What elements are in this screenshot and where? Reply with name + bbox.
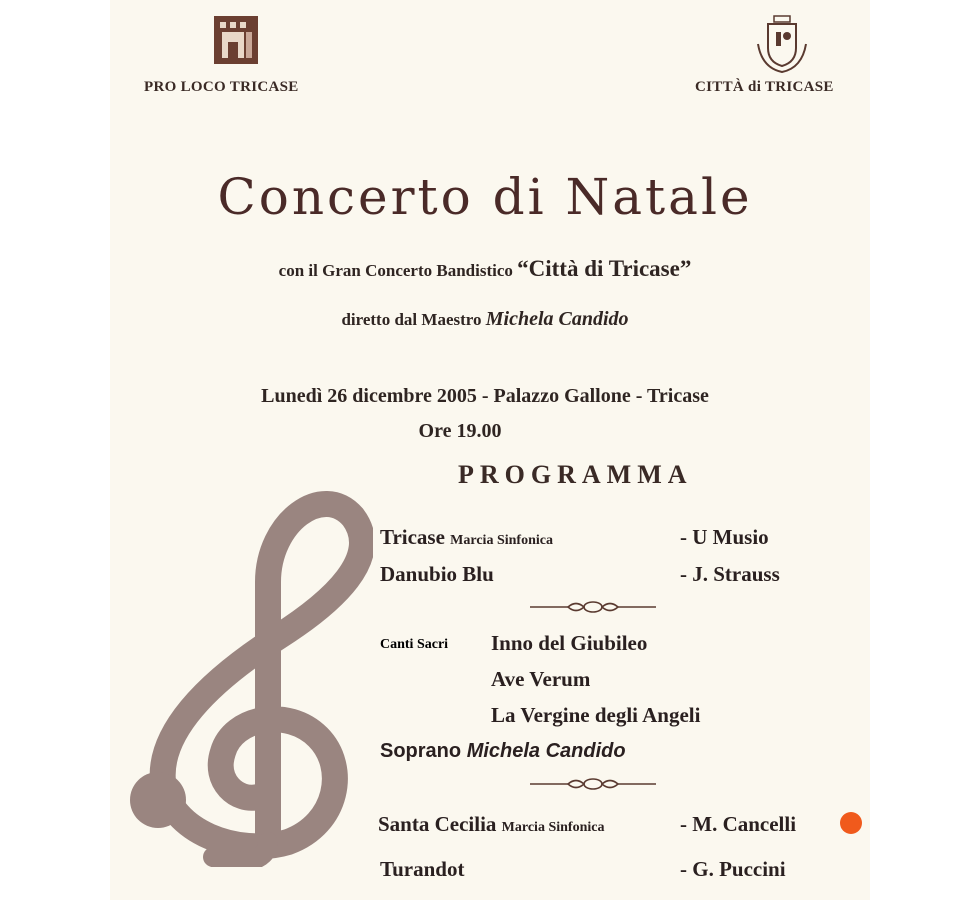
ornament-divider-icon <box>528 776 658 792</box>
piece-composer: - U Musio <box>680 525 769 549</box>
piece-composer: - J. Strauss <box>680 562 780 586</box>
director-line <box>0 308 970 331</box>
ornament-divider-icon <box>528 599 658 615</box>
soprano-label: Soprano <box>380 740 462 762</box>
castle-logo-icon <box>214 16 258 64</box>
date-line: Lunedì 26 dicembre 2005 - Palazzo Gallone - Tricase <box>261 385 709 407</box>
piece-title: Tricase <box>380 525 445 549</box>
soprano-line <box>380 740 626 763</box>
sacred-piece: Inno del Giubileo <box>491 631 648 655</box>
soprano-name: Michela Candido <box>466 740 626 762</box>
pro-loco-label: PRO LOCO TRICASE <box>144 79 299 95</box>
piece-note: Marcia Sinfonica <box>501 820 605 835</box>
program-item <box>378 812 604 837</box>
piece-composer: - G. Puccini <box>680 857 786 881</box>
city-crest-icon <box>754 14 810 76</box>
sacred-piece: La Vergine degli Angeli <box>491 703 701 727</box>
treble-clef-icon <box>118 462 373 867</box>
piece-title: Danubio Blu <box>380 562 494 586</box>
citta-label: CITTÀ di TRICASE <box>695 79 834 95</box>
band-prefix: con il Gran Concerto Bandistico <box>278 261 513 280</box>
band-name: “Città di Tricase” <box>517 256 692 281</box>
band-line <box>0 256 970 282</box>
piece-composer: - M. Cancelli <box>680 812 797 836</box>
director-name: Michela Candido <box>485 308 629 330</box>
piece-title: Santa Cecilia <box>378 812 497 836</box>
time-line: Ore 19.00 <box>418 420 502 442</box>
director-prefix: diretto dal Maestro <box>341 310 482 329</box>
program-item <box>380 525 553 550</box>
piece-title: Turandot <box>380 857 465 881</box>
poster-title: Concerto di Natale <box>217 168 753 226</box>
sacred-piece: Ave Verum <box>491 667 591 691</box>
piece-note: Marcia Sinfonica <box>450 533 553 548</box>
sacred-label: Canti Sacri <box>380 637 449 652</box>
program-heading: PROGRAMMA <box>458 460 693 489</box>
orange-dot <box>840 812 862 834</box>
